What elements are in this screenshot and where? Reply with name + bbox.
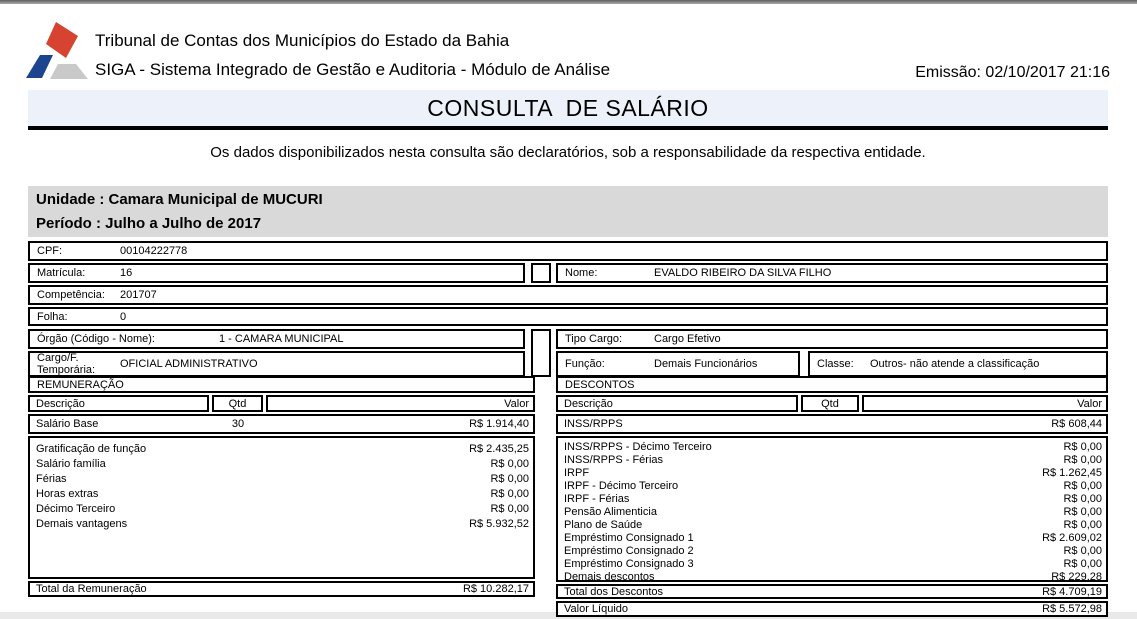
field-label: Órgão (Código - Nome): bbox=[37, 333, 155, 345]
descontos-body bbox=[556, 436, 1108, 582]
spacer-cell bbox=[531, 329, 551, 377]
row-valor: R$ 608,44 bbox=[1051, 418, 1102, 430]
row-desc: Demais descontos bbox=[564, 571, 655, 584]
field-tipo-cargo bbox=[556, 329, 1108, 349]
column-header-valor: Valor bbox=[862, 395, 1108, 412]
table-row bbox=[30, 456, 533, 471]
remuneracao-total-row bbox=[28, 581, 535, 597]
total-value: R$ 5.572,98 bbox=[1042, 603, 1102, 615]
field-cargo bbox=[28, 351, 525, 377]
field-orgao bbox=[28, 329, 525, 349]
row-valor: R$ 2.435,25 bbox=[469, 442, 529, 455]
field-cpf bbox=[28, 241, 1108, 261]
row-desc: IRPF bbox=[564, 466, 590, 479]
descontos-section-title bbox=[556, 376, 1108, 393]
field-value: Cargo Efetivo bbox=[654, 333, 721, 345]
row-desc: INSS/RPPS bbox=[564, 418, 623, 430]
field-label: Classe: bbox=[817, 358, 854, 370]
page-title: CONSULTA DE SALÁRIO bbox=[427, 94, 709, 121]
row-desc: Salário família bbox=[36, 457, 106, 470]
system-subtitle: SIGA - Sistema Integrado de Gestão e Auditoria - Módulo de Análise bbox=[95, 60, 611, 79]
field-label: Função: bbox=[565, 358, 605, 370]
row-valor: R$ 2.609,02 bbox=[1042, 532, 1102, 545]
table-row bbox=[558, 505, 1106, 518]
row-valor: R$ 0,00 bbox=[1063, 453, 1102, 466]
section-title-text: DESCONTOS bbox=[565, 378, 635, 391]
unidade-line: Unidade : Camara Municipal de MUCURI bbox=[36, 191, 323, 208]
periodo-line: Período : Julho a Julho de 2017 bbox=[36, 215, 262, 232]
descontos-total-row bbox=[556, 584, 1108, 599]
field-value: Demais Funcionários bbox=[654, 358, 758, 370]
row-valor: R$ 0,00 bbox=[1063, 506, 1102, 519]
remuneracao-body bbox=[28, 436, 535, 579]
emission-timestamp: Emissão: 02/10/2017 21:16 bbox=[915, 64, 1110, 81]
row-desc: Salário Base bbox=[36, 418, 99, 430]
table-row bbox=[558, 558, 1106, 571]
row-desc: Gratificação de função bbox=[36, 442, 147, 455]
field-value: OFICIAL ADMINISTRATIVO bbox=[120, 358, 258, 370]
field-value: 201707 bbox=[120, 289, 157, 301]
table-row bbox=[558, 492, 1106, 505]
row-desc: Décimo Terceiro bbox=[36, 502, 116, 515]
table-row bbox=[30, 486, 533, 501]
table-row bbox=[558, 453, 1106, 466]
field-value: 00104222778 bbox=[120, 245, 188, 257]
field-value: Outros- não atende a classificação bbox=[870, 358, 1040, 370]
table-row bbox=[558, 519, 1106, 532]
total-label: Total dos Descontos bbox=[564, 585, 664, 598]
row-valor: R$ 0,00 bbox=[1063, 545, 1102, 558]
total-value: R$ 10.282,17 bbox=[462, 583, 529, 595]
field-label: Competência: bbox=[37, 289, 105, 301]
table-row bbox=[30, 441, 533, 456]
field-competencia bbox=[28, 285, 1108, 305]
tcm-ba-logo-icon bbox=[26, 20, 92, 82]
field-funcao bbox=[556, 351, 800, 377]
field-label: Matrícula: bbox=[37, 267, 86, 279]
column-header-descricao: Descrição bbox=[28, 395, 209, 412]
disclaimer-text: Os dados disponibilizados nesta consulta são declaratórios, sob a responsabilidade da respectiva entidade. bbox=[210, 144, 926, 161]
total-value: R$ 4.709,19 bbox=[1042, 585, 1102, 598]
remuneracao-header-row bbox=[28, 395, 535, 412]
row-valor: R$ 1.914,40 bbox=[469, 418, 529, 430]
row-desc: Empréstimo Consignado 2 bbox=[564, 545, 694, 558]
table-row bbox=[558, 479, 1106, 492]
row-desc: IRPF - Férias bbox=[564, 492, 630, 505]
field-matricula bbox=[28, 263, 525, 283]
field-value: 1 - CAMARA MUNICIPAL bbox=[219, 333, 344, 345]
table-row bbox=[558, 466, 1106, 479]
row-valor: R$ 1.262,45 bbox=[1042, 466, 1102, 479]
section-title-text: REMUNERAÇÃO bbox=[37, 378, 124, 391]
row-valor: R$ 0,00 bbox=[490, 472, 529, 485]
field-value: 16 bbox=[120, 267, 133, 279]
row-valor: R$ 0,00 bbox=[1063, 558, 1102, 571]
field-label: Cargo/F. Temporária: bbox=[37, 352, 96, 376]
spacer-cell bbox=[531, 263, 551, 283]
row-desc: Férias bbox=[36, 472, 67, 485]
column-header-qtd: Qtd bbox=[801, 395, 859, 412]
field-value: EVALDO RIBEIRO DA SILVA FILHO bbox=[654, 267, 832, 279]
remuneracao-first-row bbox=[28, 414, 535, 434]
total-label: Total da Remuneração bbox=[36, 583, 147, 595]
field-label: Folha: bbox=[37, 310, 68, 323]
row-valor: R$ 0,00 bbox=[1063, 519, 1102, 532]
field-label: Nome: bbox=[565, 267, 598, 279]
row-valor: R$ 0,00 bbox=[1063, 440, 1102, 453]
remuneracao-section-title bbox=[28, 376, 535, 393]
row-valor: R$ 0,00 bbox=[1063, 492, 1102, 505]
field-label: CPF: bbox=[37, 245, 63, 257]
row-valor: R$ 0,00 bbox=[490, 487, 529, 500]
field-label: Tipo Cargo: bbox=[565, 333, 623, 345]
row-valor: R$ 0,00 bbox=[490, 457, 529, 470]
field-nome bbox=[556, 263, 1108, 283]
row-valor: R$ 0,00 bbox=[490, 502, 529, 515]
row-valor: R$ 229,28 bbox=[1051, 571, 1102, 584]
column-header-qtd: Qtd bbox=[212, 395, 263, 412]
row-desc: Plano de Saúde bbox=[564, 519, 643, 532]
row-desc: INSS/RPPS - Férias bbox=[564, 453, 664, 466]
context-bar bbox=[28, 186, 1108, 237]
table-row bbox=[30, 501, 533, 516]
table-row bbox=[30, 471, 533, 486]
table-row bbox=[558, 545, 1106, 558]
descontos-first-row bbox=[556, 414, 1108, 434]
row-desc: Pensão Alimenticia bbox=[564, 506, 657, 519]
row-desc: INSS/RPPS - Décimo Terceiro bbox=[564, 440, 712, 453]
column-header-descricao: Descrição bbox=[556, 395, 798, 412]
table-row bbox=[558, 532, 1106, 545]
window-top-bar bbox=[0, 0, 1137, 4]
total-label: Valor Líquido bbox=[564, 603, 629, 615]
field-classe bbox=[808, 351, 1108, 377]
row-valor: R$ 5.932,52 bbox=[469, 517, 529, 530]
row-valor: R$ 0,00 bbox=[1063, 479, 1102, 492]
table-row bbox=[558, 440, 1106, 453]
descontos-header-row bbox=[556, 395, 1108, 412]
table-row bbox=[30, 516, 533, 531]
field-value: 0 bbox=[120, 310, 127, 323]
org-title: Tribunal de Contas dos Municípios do Estado da Bahia bbox=[95, 31, 510, 50]
column-header-valor: Valor bbox=[266, 395, 535, 412]
row-desc: Horas extras bbox=[36, 487, 99, 500]
page-title-bar bbox=[28, 90, 1108, 130]
row-desc: Demais vantagens bbox=[36, 517, 128, 530]
valor-liquido-row bbox=[556, 601, 1108, 617]
row-desc: Empréstimo Consignado 1 bbox=[564, 532, 694, 545]
row-desc: Empréstimo Consignado 3 bbox=[564, 558, 694, 571]
field-folha bbox=[28, 307, 1108, 326]
row-desc: IRPF - Décimo Terceiro bbox=[564, 479, 679, 492]
row-qtd: 30 bbox=[231, 418, 245, 430]
table-row bbox=[558, 571, 1106, 584]
